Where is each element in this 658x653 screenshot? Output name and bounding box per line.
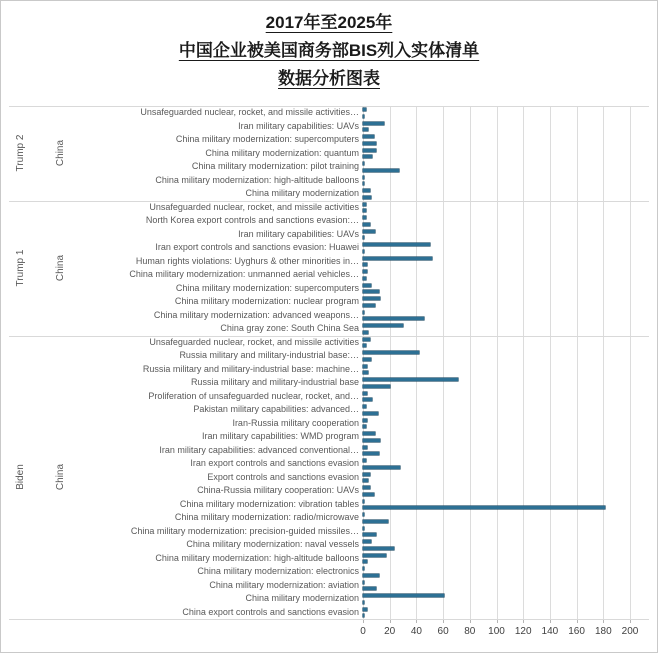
chart-title-line-2: 中国企业被美国商务部BIS列入实体清单 xyxy=(178,41,480,60)
category-label: Russia military and military-industrial base xyxy=(190,377,359,388)
bar-lower xyxy=(363,236,364,239)
category-label: North Korea export controls and sanctions evasion:… xyxy=(145,215,359,226)
group-divider xyxy=(9,106,649,107)
bar-upper xyxy=(363,513,364,516)
bar-upper xyxy=(363,500,364,503)
bar-upper xyxy=(363,527,364,530)
category-label: China military modernization: supercomputers xyxy=(175,282,359,293)
bar-upper xyxy=(363,284,371,287)
category-label: Russia military and military-industrial base:… xyxy=(179,350,359,361)
bar-lower xyxy=(363,128,368,131)
x-tick-label: 20 xyxy=(384,626,396,637)
group-country-label: China xyxy=(55,254,66,282)
category-label: Iran military capabilities: UAVs xyxy=(238,120,359,131)
bar-upper xyxy=(363,540,371,543)
bar-upper xyxy=(363,297,380,300)
bar-upper xyxy=(363,581,364,584)
bar-lower xyxy=(363,439,380,442)
category-label: Iran-Russia military cooperation xyxy=(232,417,359,428)
category-label: China military modernization: radio/microwave xyxy=(174,512,359,523)
gridline xyxy=(390,106,391,619)
category-label: Human rights violations: Uyghurs & other minorities in… xyxy=(135,255,359,266)
bar-upper xyxy=(363,122,384,125)
x-tick-label: 60 xyxy=(437,626,449,637)
bar-lower xyxy=(363,142,376,145)
category-label: Export controls and sanctions evasion xyxy=(207,471,359,482)
bar-upper xyxy=(363,378,458,381)
gridline xyxy=(443,106,444,619)
chart-title xyxy=(1,9,657,93)
category-label: Pakistan military capabilities: advanced… xyxy=(193,404,359,415)
bar-lower xyxy=(363,196,371,199)
category-label: Iran export controls and sanctions evasion: Huawei xyxy=(155,242,359,253)
category-label: Unsafeguarded nuclear, rocket, and missile activities xyxy=(149,201,359,212)
bar-lower xyxy=(363,574,379,577)
x-tick-label: 100 xyxy=(488,626,505,637)
category-label: China military modernization: high-altitude balloons xyxy=(155,552,359,563)
category-label: China military modernization: aviation xyxy=(209,579,359,590)
bar-lower xyxy=(363,250,364,253)
group-divider xyxy=(9,201,649,202)
bar-lower xyxy=(363,115,364,118)
gridline xyxy=(577,106,578,619)
category-label: China military modernization: high-altitude balloons xyxy=(155,174,359,185)
bar-lower xyxy=(363,317,424,320)
gridline xyxy=(497,106,498,619)
bar-upper xyxy=(363,405,366,408)
x-tick-label: 120 xyxy=(514,626,532,637)
x-tick-label: 200 xyxy=(621,626,639,637)
group-divider xyxy=(9,336,649,337)
bar-lower xyxy=(363,371,368,374)
bar-lower xyxy=(363,344,366,347)
category-label: Unsafeguarded nuclear, rocket, and missile activities xyxy=(149,336,359,347)
bar-lower xyxy=(363,331,368,334)
gridline xyxy=(550,106,551,619)
bar-lower xyxy=(363,169,399,172)
bar-lower xyxy=(363,304,375,307)
bar-lower xyxy=(363,425,366,428)
bar-upper xyxy=(363,459,366,462)
x-tick-label: 80 xyxy=(464,626,476,637)
group-admin-label: Trump 1 xyxy=(15,249,26,287)
category-label: Iran military capabilities: UAVs xyxy=(238,228,359,239)
bar-upper xyxy=(363,486,370,489)
x-tick-label: 140 xyxy=(541,626,559,637)
category-label: China military modernization: precision-guided missiles… xyxy=(130,525,359,536)
bar-upper xyxy=(363,162,364,165)
bar-upper xyxy=(363,554,386,557)
bar-upper xyxy=(363,473,370,476)
bar-lower xyxy=(363,614,364,617)
gridline xyxy=(470,106,471,619)
bar-upper xyxy=(363,149,376,152)
bar-lower xyxy=(363,506,605,509)
chart-title-line-3: 数据分析图表 xyxy=(278,69,380,88)
bar-lower xyxy=(363,520,388,523)
gridline xyxy=(523,106,524,619)
bar-lower xyxy=(363,290,379,293)
bar-upper xyxy=(363,270,367,273)
category-label: China gray zone: South China Sea xyxy=(220,323,359,334)
bar-lower xyxy=(363,182,364,185)
category-label: Proliferation of unsafeguarded nuclear, rocket, and… xyxy=(148,390,359,401)
bar-upper xyxy=(363,243,430,246)
bar-upper xyxy=(363,446,367,449)
group-admin-label: Biden xyxy=(15,464,26,491)
x-tick-label: 40 xyxy=(410,626,422,637)
category-label: China military modernization xyxy=(245,188,359,199)
bar-lower xyxy=(363,479,368,482)
bar-lower xyxy=(363,385,390,388)
bar-upper xyxy=(363,432,375,435)
chart-title-line-1: 2017年至2025年 xyxy=(265,13,393,32)
category-label: China military modernization: nuclear program xyxy=(174,296,359,307)
category-label: Iran military capabilities: WMD program xyxy=(201,431,359,442)
bar-lower xyxy=(363,601,364,604)
category-label: China military modernization: supercomputers xyxy=(175,134,359,145)
bar-lower xyxy=(363,452,379,455)
bar-lower xyxy=(363,533,376,536)
gridline xyxy=(603,106,604,619)
bar-lower xyxy=(363,223,370,226)
bar-upper xyxy=(363,108,366,111)
category-label: Russia military and military-industrial base: machine… xyxy=(142,363,359,374)
bar-upper xyxy=(363,203,366,206)
bar-upper xyxy=(363,257,432,260)
gridline xyxy=(630,106,631,619)
category-label: Unsafeguarded nuclear, rocket, and missile activities… xyxy=(140,107,359,118)
bar-lower xyxy=(363,466,400,469)
bar-upper xyxy=(363,338,370,341)
x-tick-label: 0 xyxy=(360,626,366,637)
bar-lower xyxy=(363,493,374,496)
category-label: China military modernization: naval vessels xyxy=(186,539,359,550)
group-country-label: China xyxy=(55,464,66,491)
bar-lower xyxy=(363,412,378,415)
bar-upper xyxy=(363,189,370,192)
category-label: China-Russia military cooperation: UAVs xyxy=(197,485,359,496)
bar-lower xyxy=(363,263,367,266)
bar-lower xyxy=(363,560,367,563)
bar-upper xyxy=(363,176,364,179)
category-label: China military modernization: pilot training xyxy=(191,161,359,172)
bar-upper xyxy=(363,608,367,611)
bar-lower xyxy=(363,398,372,401)
bar-lower xyxy=(363,155,372,158)
bar-lower xyxy=(363,209,366,212)
bar-upper xyxy=(363,324,403,327)
x-tick-label: 180 xyxy=(594,626,612,637)
category-label: China military modernization: unmanned aerial vehicles… xyxy=(129,269,359,280)
bar-lower xyxy=(363,358,371,361)
category-label: China military modernization: advanced weapons… xyxy=(153,309,359,320)
bar-upper xyxy=(363,135,374,138)
bar-upper xyxy=(363,419,367,422)
category-label: Iran military capabilities: advanced conventional… xyxy=(159,444,359,455)
bar-upper xyxy=(363,230,375,233)
x-tick-label: 160 xyxy=(568,626,585,637)
category-label: Iran export controls and sanctions evasion xyxy=(190,458,359,469)
category-label: China export controls and sanctions evasion xyxy=(182,606,359,617)
category-label: China military modernization xyxy=(245,593,359,604)
bar-upper xyxy=(363,392,367,395)
group-admin-label: Trump 2 xyxy=(15,134,26,172)
bar-upper xyxy=(363,567,364,570)
bar-lower xyxy=(363,587,376,590)
category-label: China military modernization: quantum xyxy=(205,147,359,158)
bar-upper xyxy=(363,311,364,314)
gridline xyxy=(416,106,417,619)
bar-lower xyxy=(363,547,394,550)
bar-upper xyxy=(363,365,367,368)
bar-lower xyxy=(363,277,366,280)
group-country-label: China xyxy=(55,140,66,167)
category-label: China military modernization: vibration tables xyxy=(179,498,359,509)
bar-upper xyxy=(363,351,419,354)
axis-baseline xyxy=(9,619,649,620)
category-label: China military modernization: electronics xyxy=(197,566,359,577)
bar-upper xyxy=(363,594,444,597)
bar-upper xyxy=(363,216,366,219)
